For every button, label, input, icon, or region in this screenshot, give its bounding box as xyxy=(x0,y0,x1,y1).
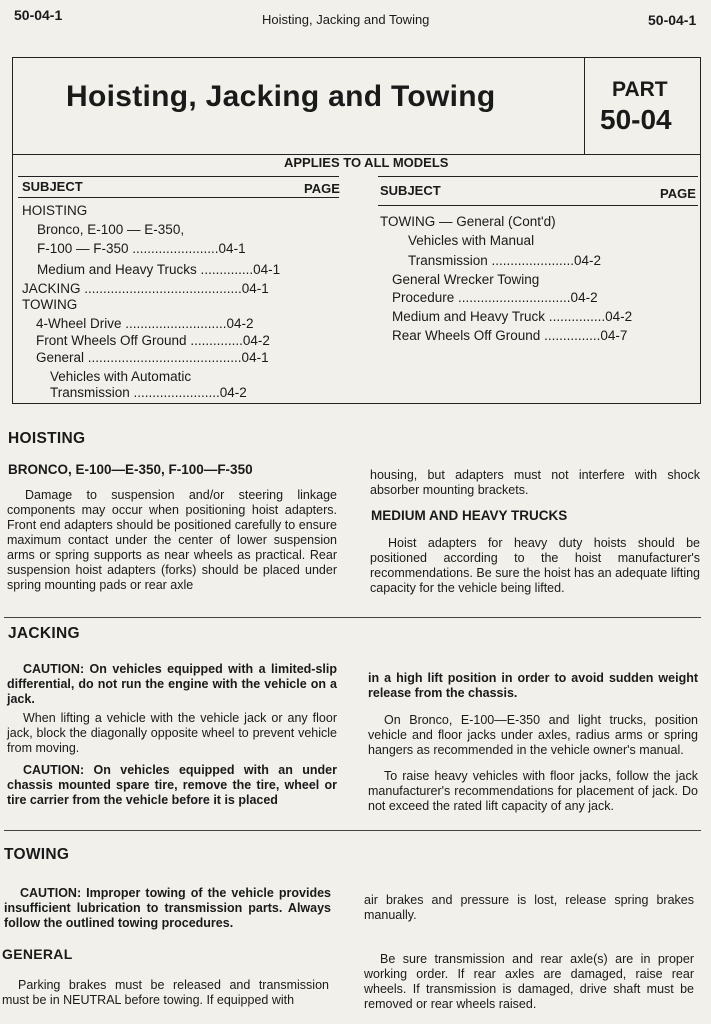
toc-subject-header-right: SUBJECT xyxy=(380,183,441,198)
toc-entry: Front Wheels Off Ground ..............04-2 xyxy=(36,333,270,348)
subheading-medium-heavy-trucks: MEDIUM AND HEAVY TRUCKS xyxy=(371,508,568,523)
running-header-title: Hoisting, Jacking and Towing xyxy=(262,12,430,27)
jacking-paragraph-2: On Bronco, E-100—E-350 and light trucks, position vehicle and floor jacks under axles, radius arms or spring hangers as recommended in the vehicle owner's manual. xyxy=(368,713,698,757)
part-title: Hoisting, Jacking and Towing xyxy=(66,80,496,113)
toc-entry: General .........................................04-1 xyxy=(36,350,269,365)
toc-header-rule-left xyxy=(18,197,339,198)
section-divider xyxy=(4,617,701,618)
toc-entry: Transmission .......................04-2 xyxy=(50,385,247,400)
toc-entry: Medium and Heavy Trucks ..............04-1 xyxy=(37,262,281,277)
toc-header-rule-left-top xyxy=(18,176,339,177)
subheading-general: GENERAL xyxy=(2,946,73,962)
toc-header-rule-right xyxy=(378,205,698,206)
towing-paragraph-cont: air brakes and pressure is lost, release spring brakes manually. xyxy=(364,893,694,922)
towing-paragraph-2: Be sure transmission and rear axle(s) are in proper working order. If rear axles are damaged, raise rear wheels. If transmission is damaged, drive shaft must be removed or rear wheels raised. xyxy=(364,952,694,1011)
part-label: PART xyxy=(612,78,668,101)
toc-header-rule-right-top xyxy=(378,176,698,177)
page-number-right: 50-04-1 xyxy=(648,12,697,28)
toc-entry: TOWING — General (Cont'd) xyxy=(380,214,556,229)
toc-entry: Vehicles with Manual xyxy=(408,233,535,248)
toc-subject-header-left: SUBJECT xyxy=(22,179,83,194)
jacking-caution-2: CAUTION: On vehicles equipped with an under chassis mounted spare tire, remove the tire, wheel or tire carrier from the vehicle before it is placed xyxy=(7,763,337,807)
towing-caution: CAUTION: Improper towing of the vehicle provides insufficient lubrication to transmission parts. Always follow the outlined towing procedures. xyxy=(4,886,331,930)
toc-entry: Rear Wheels Off Ground ...............04-7 xyxy=(392,328,628,343)
toc-entry: General Wrecker Towing xyxy=(392,272,540,287)
hoisting-paragraph-cont: housing, but adapters must not interfere with shock absorber mounting brackets. xyxy=(370,468,700,497)
towing-general-paragraph: Parking brakes must be released and transmission must be in NEUTRAL before towing. If equipped with xyxy=(2,978,329,1007)
toc-entry: HOISTING xyxy=(22,203,88,218)
section-divider xyxy=(4,830,701,831)
toc-entry: Bronco, E-100 — E-350, xyxy=(37,222,185,237)
part-number: 50-04 xyxy=(600,104,672,135)
toc-page-header-right: PAGE xyxy=(660,186,696,201)
subheading-bronco: BRONCO, E-100—E-350, F-100—F-350 xyxy=(8,462,253,477)
section-heading-jacking: JACKING xyxy=(8,625,80,642)
toc-entry: F-100 — F-350 .......................04-1 xyxy=(37,241,246,256)
toc-entry: JACKING ..........................................04-1 xyxy=(22,281,269,296)
toc-entry: Procedure ..............................04-2 xyxy=(392,290,598,305)
jacking-paragraph-1: When lifting a vehicle with the vehicle jack or any floor jack, block the diagonally opposite wheel to prevent vehicle from moving. xyxy=(7,711,337,755)
toc-entry: Vehicles with Automatic xyxy=(50,369,192,384)
jacking-paragraph-3: To raise heavy vehicles with floor jacks, follow the jack manufacturer's recommendations for placement of jack. Do not exceed the rated lift capacity of any jack. xyxy=(368,769,698,813)
toc-entry: Transmission ......................04-2 xyxy=(408,253,602,268)
applies-to-label: APPLIES TO ALL MODELS xyxy=(284,155,449,170)
toc-entry: 4-Wheel Drive ...........................04-2 xyxy=(36,316,254,331)
page-number-left: 50-04-1 xyxy=(14,7,63,23)
section-heading-hoisting: HOISTING xyxy=(8,430,86,447)
medium-trucks-paragraph: Hoist adapters for heavy duty hoists should be positioned according to the hoist manufacturer's recommendations. Be sure the hoist has an adequate lifting capacity for the vehicle being lifted. xyxy=(370,536,700,595)
jacking-caution-1: CAUTION: On vehicles equipped with a limited-slip differential, do not run the engine with the vehicle on a jack. xyxy=(7,662,337,706)
toc-entry: Medium and Heavy Truck ...............04-2 xyxy=(392,309,633,324)
hoisting-paragraph: Damage to suspension and/or steering linkage components may occur when positioning hoist adapters. Front end adapters should be positioned carefully to ensure maximum contact under the center of lower suspension arms or spring supports as near wheels as practical. Rear suspension hoist adapters (forks) should be placed under spring mounting pads or rear axle xyxy=(7,488,337,592)
jacking-caution-2-cont: in a high lift position in order to avoid sudden weight release from the chassis. xyxy=(368,671,698,700)
toc-page-header-left: PAGE xyxy=(304,181,340,196)
toc-entry: TOWING xyxy=(22,297,78,312)
section-heading-towing: TOWING xyxy=(4,846,70,863)
